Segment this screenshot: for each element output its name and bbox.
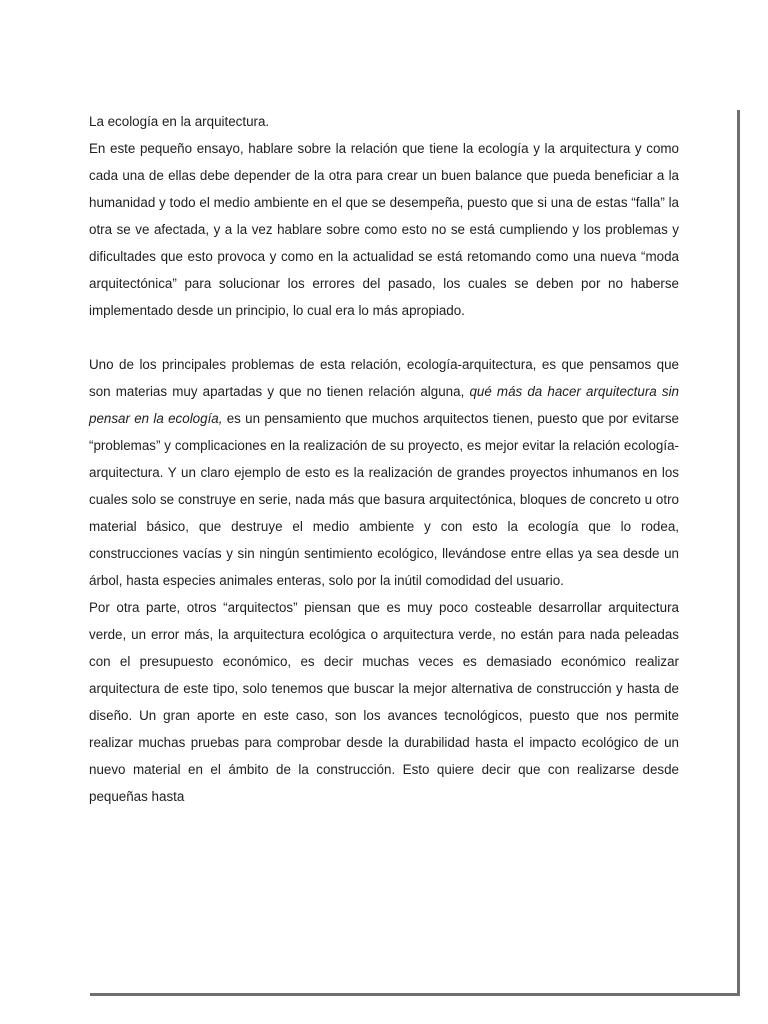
page-shadow-right xyxy=(737,110,740,996)
document-title: La ecología en la arquitectura. xyxy=(89,114,270,129)
paragraph-problems-end: es un pensamiento que muchos arquitectos tienen, puesto que por evitarse “problemas” y complicaciones en la realización de su proyecto, es mejor evitar la relación ecología-arquitectura. Y un claro ejemplo de esto es la realización de grandes proyectos inhumanos en los cuales solo se construye en serie, nada más que basura arquitectónica, bloques de concreto u otro material básico, que destruye el medio ambiente y con esto la ecología que lo rodea, construcciones vacías y sin ningún sentimiento ecológico, llevándose entre ellas ya sea desde un árbol, hasta especies animales enteras, solo por la inútil comodidad del usuario. xyxy=(89,411,679,588)
document-body xyxy=(89,108,679,810)
paragraph-problems xyxy=(89,351,679,594)
paragraph-intro: En este pequeño ensayo, hablare sobre la relación que tiene la ecología y la arquitectura y como cada una de ellas debe depender de la otra para crear un buen balance que pueda beneficiar a la humanidad y todo el medio ambiente en el que se desempeña, puesto que si una de estas “falla” la otra se ve afectada, y a la vez hablare sobre como esto no se está cumpliendo y los problemas y dificultades que esto provoca y como en la actualidad se está retomando como una nueva “moda arquitectónica” para solucionar los errores del pasado, los cuales se deben por no haberse implementado desde un principio, lo cual era lo más apropiado. xyxy=(89,141,679,318)
paragraph-green-architecture: Por otra parte, otros “arquitectos” piensan que es muy poco costeable desarrollar arquitectura verde, un error más, la arquitectura ecológica o arquitectura verde, no están para nada peleadas con el presupuesto económico, es decir muchas veces es demasiado económico realizar arquitectura de este tipo, solo tenemos que buscar la mejor alternativa de construcción y hasta de diseño. Un gran aporte en este caso, son los avances tecnológicos, puesto que nos permite realizar muchas pruebas para comprobar desde la durabilidad hasta el impacto ecológico de un nuevo material en el ámbito de la construcción. Esto quiere decir que con realizarse desde pequeñas hasta xyxy=(89,600,679,804)
paragraph-problems-start: Uno de los principales problemas de esta relación, ecología-arquitectura, es que pensamos que son materias muy apartadas y que no tienen relación alguna, xyxy=(89,357,679,399)
paragraph-problems-italic: qué más da hacer arquitectura sin pensar en la ecología, xyxy=(89,384,679,426)
page-shadow-bottom xyxy=(90,993,740,996)
